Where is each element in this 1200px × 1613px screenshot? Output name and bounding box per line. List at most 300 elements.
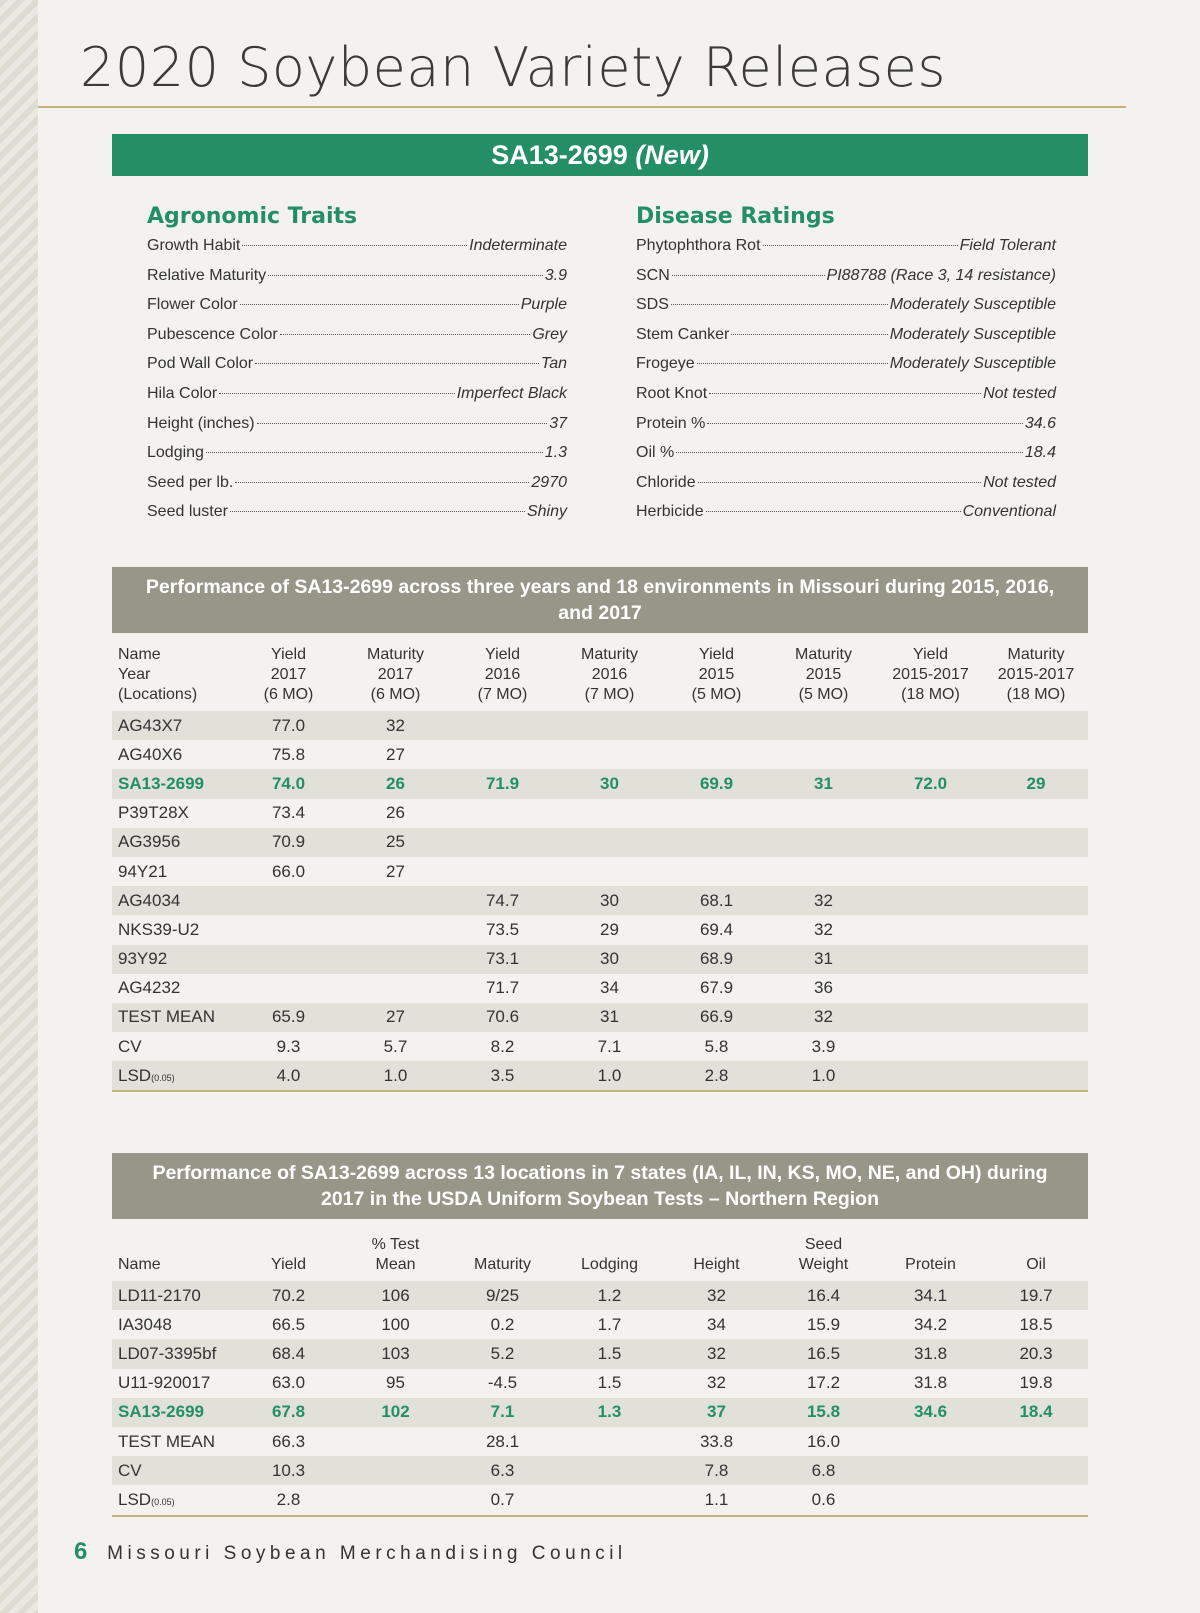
cell-value: 33.8 <box>699 1431 734 1451</box>
cell-value: 34 <box>600 978 619 998</box>
table-cell <box>235 1398 342 1427</box>
column-header-line: (7 MO) <box>584 686 635 703</box>
agronomic-traits-heading: Agronomic Traits <box>147 204 358 229</box>
table-cell <box>449 1061 556 1091</box>
cell-value: 65.9 <box>271 1007 306 1027</box>
table-cell <box>556 915 663 944</box>
cell-value: 3.9 <box>811 1036 836 1056</box>
column-header-line: 2017 <box>270 666 307 683</box>
trait-label: Relative Maturity <box>147 266 267 284</box>
dot-leader <box>230 511 525 512</box>
trait-label: Stem Canker <box>636 325 730 343</box>
cell-value: LD07-3395bf <box>118 1343 217 1363</box>
table-cell <box>449 945 556 974</box>
table-cell <box>877 740 984 769</box>
table-cell <box>556 1485 663 1515</box>
table-cell <box>342 1456 449 1485</box>
table-cell <box>449 1456 556 1485</box>
trait-row <box>147 415 567 445</box>
table-cell <box>112 740 235 769</box>
table-row <box>112 799 1088 828</box>
table-cell <box>663 1398 770 1427</box>
table-cell <box>112 1369 235 1398</box>
cell-value: 66.9 <box>699 1007 734 1027</box>
table-cell <box>449 799 556 828</box>
trait-value: Tan <box>540 355 567 373</box>
column-header-line: Oil <box>1026 1256 1046 1273</box>
column-header <box>663 632 770 708</box>
cell-value: 93Y92 <box>118 949 168 969</box>
cell-value: 29 <box>1026 773 1046 793</box>
table-cell <box>663 799 770 828</box>
column-header <box>770 632 877 708</box>
cell-value: SA13-2699 <box>118 1402 205 1422</box>
cell-value: 31 <box>600 1007 619 1027</box>
trait-value: 37 <box>549 414 567 432</box>
trait-row <box>636 444 1056 474</box>
cell-value: 5.7 <box>383 1036 408 1056</box>
cell-value: 71.9 <box>485 773 520 793</box>
variety-name: SA13-2699 <box>491 140 628 170</box>
table-row <box>112 945 1088 974</box>
table-cell <box>556 1003 663 1032</box>
cell-value: 16.5 <box>806 1343 841 1363</box>
cell-value: 67.9 <box>699 978 734 998</box>
column-header-line: Seed <box>804 1236 843 1253</box>
column-header-line: Name <box>118 646 161 663</box>
cell-value: 75.8 <box>271 744 306 764</box>
cell-value: 16.0 <box>806 1431 841 1451</box>
trait-row <box>636 355 1056 385</box>
trait-row <box>636 385 1056 415</box>
table-cell <box>770 1485 877 1515</box>
table-cell <box>663 1278 770 1310</box>
table-row <box>112 1427 1088 1456</box>
table-cell <box>663 1310 770 1339</box>
table-cell <box>342 1485 449 1515</box>
trait-value: 1.3 <box>544 444 567 462</box>
cell-value: LSD <box>118 1489 152 1509</box>
table-cell <box>770 1339 877 1368</box>
cell-value: 67.8 <box>271 1402 306 1422</box>
cell-value: 16.4 <box>806 1285 841 1305</box>
column-header-line: (6 MO) <box>370 686 421 703</box>
table-cell <box>342 1032 449 1061</box>
table-row <box>112 769 1088 798</box>
column-header-line: (18 MO) <box>901 686 960 703</box>
missouri-performance-table <box>112 632 1088 1092</box>
table-cell <box>235 1485 342 1515</box>
column-header-line: Maturity <box>1007 646 1065 663</box>
table-cell <box>449 1032 556 1061</box>
table-cell <box>342 886 449 915</box>
table-cell <box>663 828 770 857</box>
trait-label: Oil % <box>636 444 675 462</box>
page-title: 2020 Soybean Variety Releases <box>80 36 947 99</box>
column-header <box>235 632 342 708</box>
lsd-subscript: (0.05) <box>151 1072 175 1083</box>
table-cell <box>342 857 449 886</box>
table1-title: Performance of SA13-2699 across three years and 18 environments in Missouri during 2015, 2016, and 2017 <box>112 567 1088 633</box>
column-header-line: Yield <box>271 646 306 663</box>
table-cell <box>112 769 235 798</box>
trait-value: PI88788 (Race 3, 14 resistance) <box>826 266 1056 284</box>
table-cell <box>112 1061 235 1091</box>
table-cell <box>877 1003 984 1032</box>
trait-row <box>147 296 567 326</box>
cell-value: 1.0 <box>597 1065 622 1085</box>
cell-value: 6.8 <box>811 1460 836 1480</box>
table-cell <box>770 828 877 857</box>
table-cell <box>877 915 984 944</box>
table-cell <box>556 1339 663 1368</box>
table-row <box>112 828 1088 857</box>
cell-value: 103 <box>381 1343 410 1363</box>
table-cell <box>984 1061 1088 1091</box>
table-cell <box>449 1339 556 1368</box>
trait-row <box>636 415 1056 445</box>
dot-leader <box>235 482 529 483</box>
table-cell <box>770 886 877 915</box>
table-cell <box>556 1427 663 1456</box>
trait-value: Not tested <box>983 473 1056 491</box>
table-cell <box>877 1310 984 1339</box>
cell-value: 1.7 <box>597 1314 622 1334</box>
table-cell <box>877 1427 984 1456</box>
table-cell <box>235 1310 342 1339</box>
table-cell <box>663 1456 770 1485</box>
table-cell <box>877 769 984 798</box>
cell-value: 3.5 <box>490 1065 515 1085</box>
column-header <box>342 1222 449 1278</box>
dot-leader <box>255 363 539 364</box>
table-cell <box>877 1398 984 1427</box>
trait-label: Phytophthora Rot <box>636 237 761 254</box>
table-row <box>112 1032 1088 1061</box>
table-cell <box>112 1427 235 1456</box>
cell-value: IA3048 <box>118 1314 172 1334</box>
table-row <box>112 1339 1088 1368</box>
table-cell <box>235 886 342 915</box>
table-cell <box>770 1369 877 1398</box>
trait-row <box>636 474 1056 504</box>
dot-leader <box>219 393 454 394</box>
table-cell <box>449 769 556 798</box>
title-divider <box>38 106 1126 108</box>
table-cell <box>877 945 984 974</box>
table-cell <box>556 1369 663 1398</box>
column-header-line: Yield <box>485 646 520 663</box>
cell-value: 31.8 <box>913 1373 948 1393</box>
cell-value: 7.8 <box>704 1460 729 1480</box>
column-header-line: Height <box>693 1256 740 1273</box>
table-cell <box>112 915 235 944</box>
table-row <box>112 1003 1088 1032</box>
cell-value: 30 <box>600 890 619 910</box>
column-header-line: Weight <box>798 1256 849 1273</box>
table-cell <box>770 1032 877 1061</box>
table-row <box>112 1310 1088 1339</box>
cell-value: 30 <box>600 773 619 793</box>
dot-leader <box>763 245 958 246</box>
dot-leader <box>268 275 543 276</box>
table-cell <box>877 1061 984 1091</box>
cell-value: -4.5 <box>487 1373 518 1393</box>
cell-value: 1.0 <box>383 1065 408 1085</box>
table-row <box>112 886 1088 915</box>
column-header-line: (Locations) <box>118 686 198 703</box>
column-header-line: Maturity <box>581 646 638 663</box>
table-row <box>112 1369 1088 1398</box>
column-header <box>112 632 235 708</box>
table-cell <box>984 1278 1088 1310</box>
table-cell <box>877 974 984 1003</box>
trait-row <box>147 267 567 297</box>
table-cell <box>984 1003 1088 1032</box>
table-cell <box>112 799 235 828</box>
column-header <box>112 1222 235 1278</box>
column-header-line: Maturity <box>367 646 424 663</box>
table-cell <box>877 828 984 857</box>
column-header <box>877 632 984 708</box>
column-header <box>449 1222 556 1278</box>
table-cell <box>984 915 1088 944</box>
cell-value: 32 <box>707 1343 726 1363</box>
cell-value: 18.4 <box>1019 1402 1053 1422</box>
column-header-line: Year <box>118 666 151 683</box>
cell-value: 0.2 <box>490 1314 515 1334</box>
cell-value: 73.5 <box>485 919 520 939</box>
table-row <box>112 1061 1088 1091</box>
cell-value: 27 <box>386 1007 405 1027</box>
table-cell <box>235 1003 342 1032</box>
trait-value: 18.4 <box>1024 444 1056 462</box>
cell-value: 7.1 <box>490 1402 515 1422</box>
trait-label: Herbicide <box>636 503 704 521</box>
trait-value: Grey <box>532 325 567 343</box>
cell-value: 32 <box>707 1285 726 1305</box>
table-cell <box>984 886 1088 915</box>
cell-value: 2.8 <box>276 1489 301 1509</box>
table-cell <box>112 1339 235 1368</box>
table-cell <box>877 1339 984 1368</box>
table-cell <box>770 1427 877 1456</box>
table-cell <box>770 974 877 1003</box>
cell-value: 5.2 <box>490 1343 515 1363</box>
trait-label: Hila Color <box>147 384 218 402</box>
table-cell <box>342 828 449 857</box>
table-cell <box>449 708 556 740</box>
table-row <box>112 1485 1088 1515</box>
table-cell <box>663 915 770 944</box>
dot-leader <box>672 275 825 276</box>
table-row <box>112 1398 1088 1427</box>
cell-value: 19.7 <box>1019 1285 1053 1305</box>
column-header-line: (18 MO) <box>1006 686 1066 703</box>
trait-value: 34.6 <box>1024 414 1056 432</box>
cell-value: 70.6 <box>485 1007 520 1027</box>
cell-value: 27 <box>386 861 405 881</box>
column-header <box>556 632 663 708</box>
table-cell <box>235 945 342 974</box>
cell-value: 15.8 <box>806 1402 841 1422</box>
table-cell <box>663 974 770 1003</box>
table-cell <box>984 1032 1088 1061</box>
dot-leader <box>240 304 519 305</box>
table-cell <box>877 1485 984 1515</box>
trait-label: Growth Habit <box>147 237 241 254</box>
cell-value: 1.5 <box>597 1373 622 1393</box>
column-header-line: Lodging <box>581 1256 638 1273</box>
trait-label: Flower Color <box>147 296 238 314</box>
trait-value: Field Tolerant <box>959 237 1056 254</box>
cell-value: 32 <box>814 890 833 910</box>
table-cell <box>984 740 1088 769</box>
cell-value: 0.6 <box>811 1489 836 1509</box>
table-cell <box>449 974 556 1003</box>
column-header <box>984 632 1088 708</box>
column-header-line: Yield <box>699 646 734 663</box>
table-cell <box>770 1003 877 1032</box>
cell-value: 30 <box>600 949 619 969</box>
dot-leader <box>206 452 543 453</box>
table-cell <box>342 945 449 974</box>
table-cell <box>449 1278 556 1310</box>
cell-value: 34.2 <box>913 1314 948 1334</box>
cell-value: 1.1 <box>704 1489 729 1509</box>
trait-label: Root Knot <box>636 384 708 402</box>
trait-row <box>636 267 1056 297</box>
trait-row <box>147 474 567 504</box>
cell-value: 106 <box>381 1285 410 1305</box>
cell-value: 36 <box>814 978 833 998</box>
dot-leader <box>731 334 887 335</box>
cell-value: 77.0 <box>271 715 306 735</box>
trait-label: Lodging <box>147 444 204 462</box>
table-cell <box>342 1369 449 1398</box>
cell-value: 31.8 <box>913 1343 948 1363</box>
trait-value: Moderately Susceptible <box>889 355 1056 373</box>
cell-value: 66.5 <box>271 1314 306 1334</box>
table-cell <box>235 828 342 857</box>
table-cell <box>770 799 877 828</box>
table-cell <box>235 857 342 886</box>
table-cell <box>770 1398 877 1427</box>
cell-value: 69.9 <box>699 773 734 793</box>
table-cell <box>556 828 663 857</box>
table-cell <box>112 857 235 886</box>
cell-value: 1.0 <box>811 1065 836 1085</box>
cell-value: 32 <box>707 1373 726 1393</box>
column-header-line: (5 MO) <box>798 686 849 703</box>
table-cell <box>556 1456 663 1485</box>
table-cell <box>235 1456 342 1485</box>
table-cell <box>984 1456 1088 1485</box>
trait-row <box>636 503 1056 533</box>
trait-row <box>147 326 567 356</box>
table-cell <box>342 740 449 769</box>
table-cell <box>984 1485 1088 1515</box>
table-cell <box>342 1003 449 1032</box>
cell-value: 29 <box>600 919 619 939</box>
cell-value: 25 <box>386 832 405 852</box>
cell-value: 71.7 <box>485 978 520 998</box>
column-header-line: 2016 <box>484 666 521 683</box>
trait-value: 3.9 <box>544 266 567 284</box>
table-cell <box>663 1369 770 1398</box>
table-cell <box>984 1369 1088 1398</box>
cell-value: 69.4 <box>699 919 734 939</box>
table-row <box>112 974 1088 1003</box>
cell-value: TEST MEAN <box>118 1007 215 1027</box>
trait-row <box>636 296 1056 326</box>
table-cell <box>449 915 556 944</box>
table-cell <box>663 1485 770 1515</box>
cell-value: 70.9 <box>271 832 306 852</box>
table-cell <box>449 1398 556 1427</box>
cell-value: 63.0 <box>271 1373 306 1393</box>
table-cell <box>235 1032 342 1061</box>
cell-value: AG4034 <box>118 890 181 910</box>
table-cell <box>984 708 1088 740</box>
column-header-line: 2015 <box>698 666 735 683</box>
table-cell <box>342 1278 449 1310</box>
cell-value: 74.7 <box>485 890 520 910</box>
column-header <box>342 632 449 708</box>
table-cell <box>770 1456 877 1485</box>
cell-value: 102 <box>381 1402 410 1422</box>
trait-label: Frogeye <box>636 355 695 373</box>
page-footer <box>74 1538 627 1566</box>
trait-label: Seed per lb. <box>147 473 234 491</box>
cell-value: 32 <box>814 919 833 939</box>
table-cell <box>449 1003 556 1032</box>
table-cell <box>984 945 1088 974</box>
table-cell <box>663 740 770 769</box>
cell-value: 66.0 <box>271 861 306 881</box>
cell-value: 17.2 <box>806 1373 841 1393</box>
cell-value: P39T28X <box>118 803 189 823</box>
cell-value: 68.9 <box>699 949 734 969</box>
cell-value: NKS39-U2 <box>118 919 200 939</box>
table-cell <box>984 974 1088 1003</box>
table-cell <box>984 1427 1088 1456</box>
table-cell <box>984 769 1088 798</box>
table-row <box>112 708 1088 740</box>
cell-value: SA13-2699 <box>118 773 205 793</box>
table-cell <box>663 857 770 886</box>
table-cell <box>112 1278 235 1310</box>
trait-label: Protein % <box>636 414 706 432</box>
table-cell <box>235 1369 342 1398</box>
column-header-line: (5 MO) <box>691 686 742 703</box>
trait-row <box>147 444 567 474</box>
dot-leader <box>257 423 548 424</box>
table-cell <box>449 1369 556 1398</box>
decorative-stripe-bar <box>0 0 38 1613</box>
cell-value: 37 <box>707 1402 726 1422</box>
dot-leader <box>709 393 981 394</box>
cell-value: 1.3 <box>597 1402 622 1422</box>
dot-leader <box>697 363 888 364</box>
column-header <box>556 1222 663 1278</box>
table-cell <box>770 1278 877 1310</box>
cell-value: 34.6 <box>913 1402 948 1422</box>
cell-value: AG4232 <box>118 978 181 998</box>
table-cell <box>342 708 449 740</box>
cell-value: 8.2 <box>490 1036 515 1056</box>
table-cell <box>663 945 770 974</box>
